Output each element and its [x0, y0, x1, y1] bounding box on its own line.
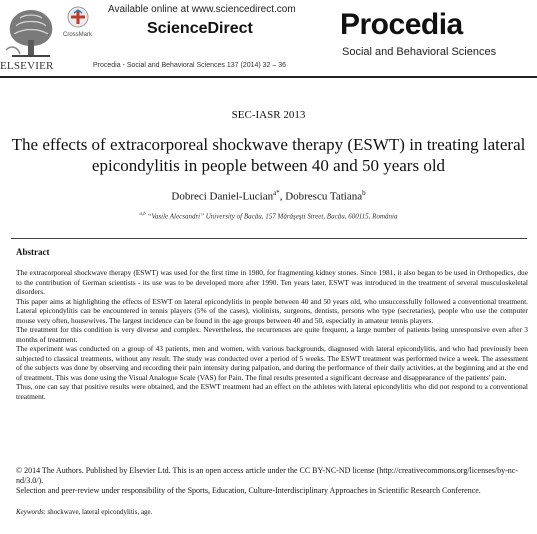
abstract-paragraph: The extracorporeal shockwave therapy (ESWT) was used for the first time in 1980, for fragmenting kidney stones. Since 1981, it also began to be used in Orthopedics, due to the contribution of German scientists - its use was to be developed more after 1990. Ten years later, ESWT was introduced in the treatment of several musculoskeletal disorders.: [16, 268, 528, 296]
crossmark-icon[interactable]: [67, 6, 89, 28]
abstract-paragraph: This paper aims at highlighting the effects of ESWT on lateral epicondylitis in people between 40 and 50 years old, who unsuccessfully followed a conventional treatment. Lateral epicondylitis can be encountered in tennis players (5% of the cases), violinists, surgeons, dentists, persons who type (secretaries), people who use the computer mouse very often, housewives. The largest incidence can be found in the age groups between 40 and 50, especially in amateur tennis players.: [16, 296, 528, 325]
header-divider: [0, 76, 537, 78]
sciencedirect-logo-text[interactable]: ScienceDirect: [147, 20, 253, 37]
keywords-list: : shockwave, lateral epicondylitis, age.: [43, 508, 153, 516]
journal-citation: Procedia - Social and Behavioral Sciences 137 (2014) 32 – 36: [93, 62, 287, 69]
abstract-heading: Abstract: [16, 247, 50, 257]
author-name: Dobreci Daniel-Lucian: [171, 190, 274, 203]
author-name: Dobrescu Tatiana: [285, 190, 363, 203]
elsevier-tree-logo: [0, 4, 62, 60]
affiliation: [0, 212, 537, 220]
conference-name: SEC-IASR 2013: [231, 109, 306, 121]
license-block: [16, 466, 528, 496]
peer-review-text: Selection and peer-review under responsibility of the Sports, Education, Culture-Interdisciplinary Approaches in Scientific Research Conference.: [16, 486, 481, 495]
affiliation-superscript: a,b: [139, 212, 146, 217]
abstract-paragraph: Thus, one can say that positive results were obtained, and the ESWT treatment had an effect on the athletes with lateral epicondylitis who did not respond to a conventional treatment.: [16, 382, 528, 401]
publisher-name: ELSEVIER: [0, 60, 54, 72]
keywords-label: Keywords: [16, 508, 44, 516]
license-text[interactable]: © 2014 The Authors. Published by Elsevier Ltd. This is an open access article under the CC BY-NC-ND license (http://creativecommons.org/licenses/by-nc-nd/3.0/).: [16, 466, 518, 485]
crossmark-label: CrossMark: [63, 32, 93, 38]
author-line: Dobreci Daniel-Lucian$^{a*}$, Dobrescu Tatiana$^b$: [171, 189, 366, 203]
author-superscript: b: [362, 189, 366, 197]
author-superscript: a*: [273, 189, 280, 197]
journal-title: Procedia: [340, 8, 463, 41]
affiliation-text: “Vasile Alecsandri” University of Bacău, 157 Mărăşeşti Street, Bacău, 600115, România: [147, 212, 398, 221]
available-online-text[interactable]: Available online at www.sciencedirect.com: [108, 4, 296, 15]
abstract-paragraph: The experiment was conducted on a group of 43 patients, men and women, with various backgrounds, diagnosed with lateral epicondylitis, and who had previously been subjected to classical treatments, without any result. The study was conducted over a period of 5 weeks. The ESWT treatment was performed twice a week. The assessment of the subjects was done by observing and recording their pain intensity during palpation, and during the performance of their daily activities, at the beginning and at the end of treatment. This was done using the Visual Analogue Scale (VAS) for Pain. The final results presented a significant decrease and disappearance of the patients' pain.: [16, 344, 528, 382]
article-title: The effects of extracorporeal shockwave therapy (ESWT) in treating lateral epicondylitis in people between 40 and 50 years old: [11, 135, 526, 175]
abstract-divider: [11, 238, 527, 239]
keywords-line: [16, 508, 152, 516]
abstract-body: [16, 268, 528, 401]
abstract-paragraph: The treatment for this condition is very diverse and complex. Nevertheless, the recurrences are quite frequent, a large number of patients being unresponsive even after 3 months of treatment.: [16, 325, 528, 344]
journal-subtitle: Social and Behavioral Sciences: [342, 46, 497, 58]
